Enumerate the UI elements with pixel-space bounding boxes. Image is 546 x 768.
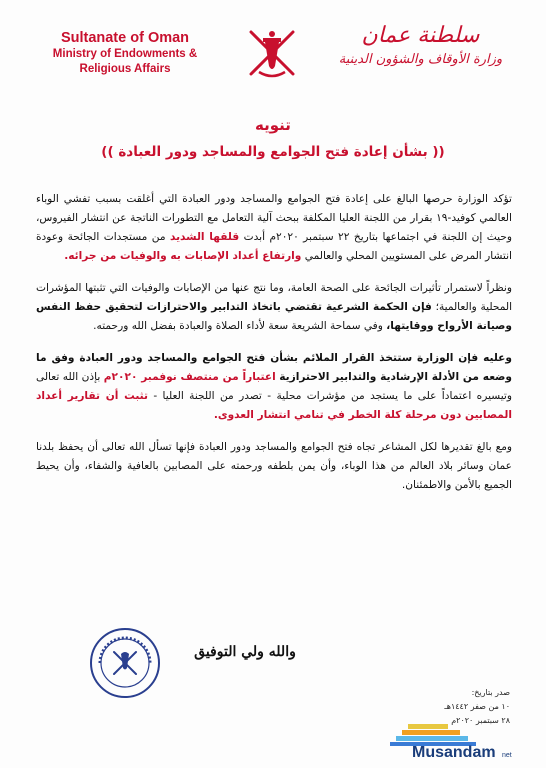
watermark-text: Musandam [412,744,496,761]
p2-end: وفي سماحة الشريعة سعة لأداء الصلاة والعبادة بفضل الله ورحمته. [93,320,383,332]
issue-date-gregorian: ٢٨ سبتمبر ٢٠٢٠م [451,716,510,725]
ministry-seal-icon [88,626,162,700]
issue-date-hijri: ١٠ من صفر ١٤٤٢هـ [444,702,510,711]
watermark-suffix: net [502,752,512,759]
paragraph-4 [36,438,512,495]
p1-highlight-2: وارتفاع أعداد الإصابات به والوفيات من جرائه. [64,250,302,262]
p3-highlight: اعتباراً من منتصف نوفمبر ٢٠٢٠م [103,371,276,383]
paragraph-2 [36,279,512,336]
header-ministry-line2: Religious Affairs [79,63,171,75]
p4-text: ومع بالغ تقديرها لكل المشاعر تجاه فتح الجوامع والمساجد ودور العبادة فإنها تسأل الله تعالى أن يحفظ بلدنا عمان وسائر بلاد العالم من هذا الوباء، وأن يمن بلطفه ورحمته على المصابين بالعافية والشفاء، وأن يحيط الجميع بالأمن والاطمئنان. [36,441,512,491]
paragraph-1 [36,190,512,266]
notice-title: تنويه [255,116,291,134]
p2-bold: فإن الحكمة الشرعية تقتضي باتخاذ التدابير والاحترازات لتحقيق حفظ النفس وصيانة الأرواح ووقايتها، [36,301,512,332]
closing-phrase: والله ولي التوفيق [194,644,296,660]
p3-bold: وعليه فإن الوزارة ستتخذ القرار الملائم بشأن فتح الجوامع والمساجد ودور العبادة وفق ما وضعه من الأدلة الإرشادية والتدابير الاحترازية [36,352,512,383]
notice-subject: (( بشأن إعادة فتح الجوامع والمساجد ودور العبادة )) [101,144,445,160]
oman-emblem-icon [241,22,303,84]
header-ministry-line1: Ministry of Endowments & [52,48,198,60]
p3-highlight-2: تثبت أن تقارير أعداد المصابين دون مرحلة كلة الخطر في تنامي انتشار العدوى. [36,390,512,421]
document-body [36,190,512,508]
p2-text: ونظراً لاستمرار تأثيرات الجائحة على الصحة العامة، وما نتج عنها من الإصابات والوفيات التي تثبتها المؤشرات المحلية والعالمية؛ [36,282,513,313]
issue-date-label: صدر بتاريخ: [471,688,510,697]
p1-highlight: قلقها الشديد [169,231,240,243]
header-arabic-ministry: وزارة الأوقاف والشؤون الدينية [338,52,503,67]
p1-text-mid: من مستجدات الجائحة وعودة انتشار المرض على المستويين المحلي والعالمي [36,231,512,262]
paragraph-3 [36,349,512,425]
header-country: Sultanate of Oman [60,30,190,46]
header-arabic [318,22,523,70]
header-english [30,30,220,77]
p3-text: بإذن الله تعالى وتيسيره اعتماداً على ما يستجد من مؤشرات محلية - تصدر من اللجنة العليا - [36,371,512,402]
header-arabic-country: سلطنة عمان [361,23,480,48]
p1-text: تؤكد الوزارة حرصها البالغ على إعادة فتح الجوامع والمساجد ودور العبادة التي أغلقت بسبب تفشي الوباء العالمي كوفيد-١٩ بقرار من اللجنة العليا المكلفة ببحث آلية التعامل مع التطورات الناتجة عن انتشار الفيروس، وحيث إن اللجنة في اجتماعها بتاريخ ٢٢ سبتمبر ٢٠٢٠م أبدت [36,193,512,243]
